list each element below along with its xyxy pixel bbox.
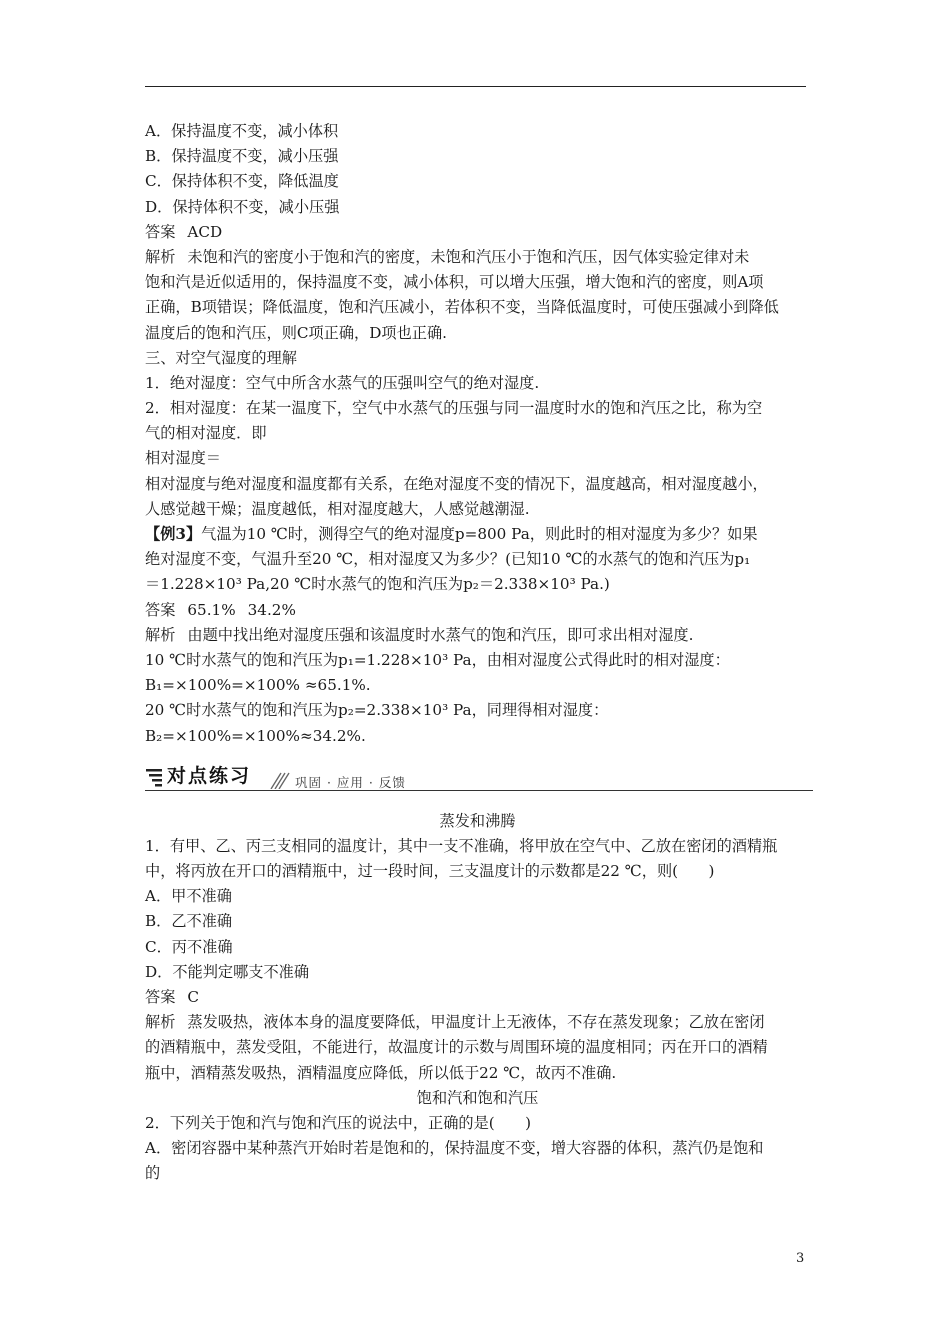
q1-analysis-line-1 <box>145 1010 810 1035</box>
practice-banner <box>145 759 810 799</box>
example-line-3: ＝1.228×10³ Pa,20 ℃时水蒸气的饱和汽压为p₂＝2.338×10³ Pa.) <box>145 575 610 594</box>
page-number: 3 <box>796 1251 805 1266</box>
relation-line-2: 人感觉越干燥；温度越低，相对湿度越大，人感觉越潮湿. <box>145 499 530 518</box>
question-2: 2．下列关于饱和汽与饱和汽压的说法中，正确的是( ) <box>145 1113 532 1132</box>
q1-answer <box>145 985 810 1010</box>
example-analysis <box>145 623 810 648</box>
result-line-2: B₂=×100%=×100%≈34.2%. <box>145 726 366 745</box>
q2-option-a-line-1: A．密闭容器中某种蒸汽开始时若是饱和的，保持温度不变，增大容器的体积，蒸汽仍是饱和 <box>145 1139 764 1158</box>
q1-analysis-text: 蒸发吸热，液体本身的温度要降低，甲温度计上无液体，不存在蒸发现象；乙放在密闭 <box>187 1013 765 1032</box>
calc-line-1: 10 ℃时水蒸气的饱和汽压为p₁=1.228×10³ Pa，由相对湿度公式得此时的相对湿度： <box>145 650 730 669</box>
q1-option-b: B．乙不准确 <box>145 912 233 931</box>
example-answer-1: 65.1% <box>187 600 236 619</box>
analysis-text: 未饱和汽的密度小于饱和汽的密度，未饱和汽压小于饱和汽压，因气体实验定律对未 <box>187 247 750 266</box>
banner-stripes-icon <box>269 771 291 789</box>
q1-answer-value: C <box>187 988 199 1006</box>
option-d: D．保持体积不变，减小压强 <box>145 197 340 216</box>
topic-heading-evaporation: 蒸发和沸腾 <box>439 811 516 830</box>
option-b: B．保持温度不变，减小压强 <box>145 147 339 166</box>
q2-option-a-line-2: 的 <box>145 1164 161 1183</box>
result-line-1: B₁=×100%=×100% ≈65.1%. <box>145 676 371 695</box>
option-a: A．保持温度不变，减小体积 <box>145 122 339 140</box>
option-c: C．保持体积不变，降低温度 <box>145 172 339 191</box>
q1-analysis-line-2: 的酒精瓶中，蒸发受阻，不能进行，故温度计的示数与周围环境的温度相同；丙在开口的酒精 <box>145 1038 768 1057</box>
q1-option-d: D．不能判定哪支不准确 <box>145 962 310 981</box>
analysis-line-3: 正确，B项错误；降低温度，饱和汽压减小，若体积不变，当降低温度时，可使压强减小到降低 <box>145 298 779 317</box>
q1-analysis-label: 解析 <box>145 1013 176 1032</box>
example-tag: 【例3】 <box>145 525 202 543</box>
topic-heading-saturated-vapor: 饱和汽和饱和汽压 <box>416 1088 539 1107</box>
banner-subtitle: 巩固 · 应用 · 反馈 <box>295 774 406 790</box>
answer-line <box>145 220 810 245</box>
answer-label: 答案 <box>145 222 176 241</box>
example-line-2: 绝对湿度不变，气温升至20 ℃，相对湿度又为多少？(已知10 ℃的水蒸气的饱和汽压为p₁ <box>145 550 751 569</box>
question-1-line-1: 1．有甲、乙、丙三支相同的温度计，其中一支不准确，将甲放在空气中、乙放在密闭的酒精瓶 <box>145 836 778 855</box>
page-content <box>145 119 810 1187</box>
analysis-label: 解析 <box>145 247 176 266</box>
calc-line-2: 20 ℃时水蒸气的饱和汽压为p₂=2.338×10³ Pa，同理得相对湿度： <box>145 701 609 720</box>
example-text-1: 气温为10 ℃时，测得空气的绝对湿度p=800 Pa，则此时的相对湿度为多少？如果 <box>201 525 758 543</box>
example-answer-label: 答案 <box>145 600 176 619</box>
banner-title: 对点练习 <box>167 764 252 787</box>
relative-humidity-def-2: 气的相对湿度．即 <box>145 424 267 443</box>
example-analysis-label: 解析 <box>145 625 176 644</box>
q1-option-a: A．甲不准确 <box>145 887 232 906</box>
answer-value: ACD <box>187 222 223 241</box>
example-answer <box>145 598 810 623</box>
example-analysis-text: 由题中找出绝对湿度压强和该温度时水蒸气的饱和汽压，即可求出相对湿度. <box>187 625 694 644</box>
analysis-line-4: 温度后的饱和汽压，则C项正确，D项也正确. <box>145 323 447 342</box>
q1-option-c: C．丙不准确 <box>145 937 233 956</box>
analysis-line-2: 饱和汽是近似适用的，保持温度不变，减小体积，可以增大压强，增大饱和汽的密度，则A项 <box>145 273 764 292</box>
analysis-line-1 <box>145 245 810 270</box>
relation-line-1: 相对湿度与绝对湿度和温度都有关系，在绝对湿度不变的情况下，温度越高，相对湿度越小， <box>145 474 768 493</box>
example-line-1 <box>145 522 810 547</box>
relative-humidity-formula: 相对湿度＝ <box>145 449 221 468</box>
q1-analysis-line-3: 瓶中，酒精蒸发吸热，酒精温度应降低，所以低于22 ℃，故丙不准确. <box>145 1063 617 1082</box>
example-answer-2: 34.2% <box>247 600 296 619</box>
absolute-humidity-def: 1．绝对湿度：空气中所含水蒸气的压强叫空气的绝对湿度. <box>145 373 540 392</box>
question-1-line-2: 中，将丙放在开口的酒精瓶中，过一段时间，三支温度计的示数都是22 ℃，则( ) <box>145 862 715 881</box>
q1-answer-label: 答案 <box>145 988 176 1006</box>
banner-mark-icon <box>145 767 165 787</box>
section-heading: 三、对空气湿度的理解 <box>145 348 297 367</box>
relative-humidity-def-1: 2．相对湿度：在某一温度下，空气中水蒸气的压强与同一温度时水的饱和汽压之比，称为空 <box>145 399 763 418</box>
header-rule <box>145 86 806 87</box>
banner-rule <box>145 790 813 791</box>
